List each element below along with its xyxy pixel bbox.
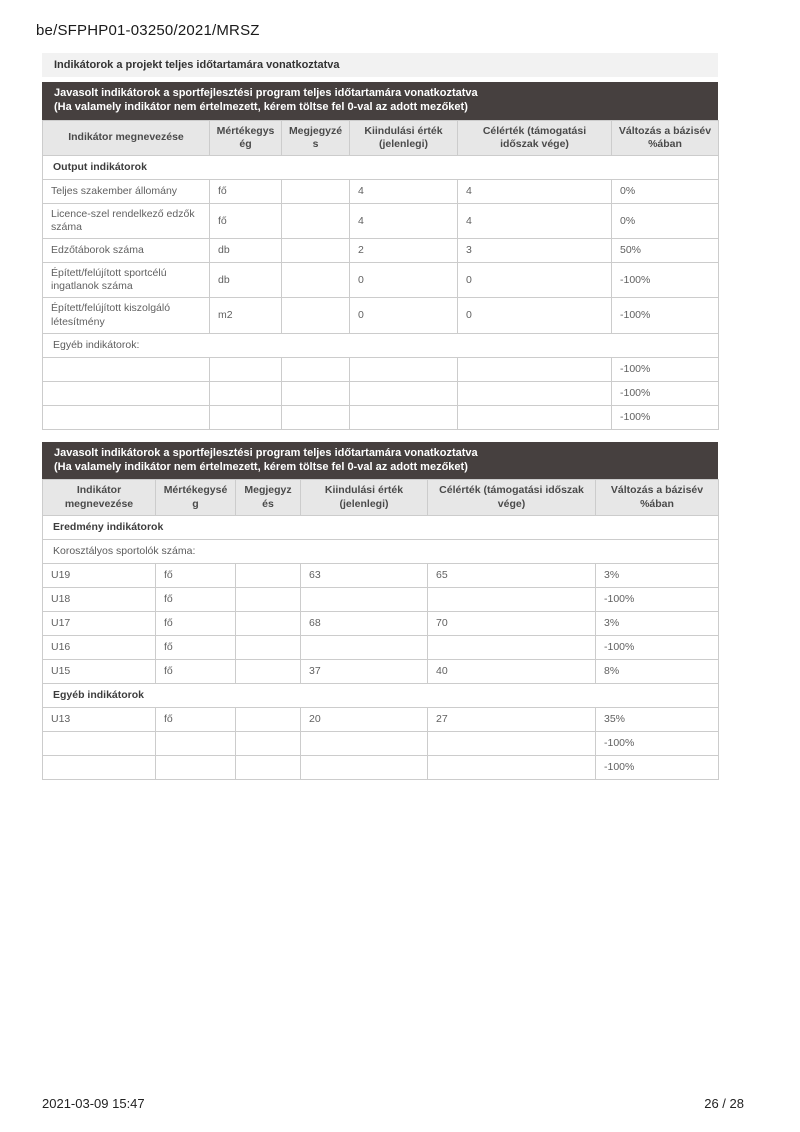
column-header: Megjegyzés (282, 120, 350, 155)
table-cell: 68 (301, 611, 428, 635)
table-cell: 70 (428, 611, 596, 635)
table-cell: 4 (350, 179, 458, 203)
section-label: Egyéb indikátorok: (43, 333, 719, 357)
table-cell (236, 708, 301, 732)
table-cell: -100% (596, 732, 719, 756)
table-cell: -100% (596, 756, 719, 780)
table-cell (210, 381, 282, 405)
table-cell (282, 381, 350, 405)
indicator-row (43, 635, 719, 659)
table-cell: db (210, 263, 282, 298)
table-cell (43, 405, 210, 429)
table-cell: Teljes szakember állomány (43, 179, 210, 203)
indicators-table (42, 479, 719, 780)
table-cell: U13 (43, 708, 156, 732)
indicator-table-block (42, 82, 718, 430)
section-label: Korosztályos sportolók száma: (43, 539, 719, 563)
section-title-bar (42, 53, 718, 77)
table-cell (428, 635, 596, 659)
table-cell: fő (156, 563, 236, 587)
column-header: Kiindulási érték (jelenlegi) (301, 480, 428, 515)
indicator-row (43, 732, 719, 756)
table-title-line: Javasolt indikátorok a sportfejlesztési program teljes időtartamára vonatkoztatva (54, 87, 478, 99)
column-header: Indikátor megnevezése (43, 120, 210, 155)
table-body (43, 515, 719, 779)
indicator-row (43, 179, 719, 203)
table-cell (350, 381, 458, 405)
table-cell: 65 (428, 563, 596, 587)
document-reference: be/SFPHP01-03250/2021/MRSZ (36, 22, 260, 39)
indicator-table-block (42, 442, 718, 780)
table-cell (236, 587, 301, 611)
table-cell (236, 635, 301, 659)
table-cell: U17 (43, 611, 156, 635)
indicator-row (43, 298, 719, 333)
table-cell (458, 405, 612, 429)
section-row (43, 683, 719, 707)
table-cell (156, 756, 236, 780)
footer-timestamp: 2021-03-09 15:47 (42, 1096, 145, 1111)
table-cell: fő (210, 203, 282, 238)
column-header: Változás a bázisév %ában (596, 480, 719, 515)
section-row (43, 515, 719, 539)
table-cell (282, 179, 350, 203)
column-header: Mértékegység (210, 120, 282, 155)
indicator-row (43, 611, 719, 635)
table-cell: -100% (596, 635, 719, 659)
table-cell: 37 (301, 659, 428, 683)
table-cell: 40 (428, 659, 596, 683)
indicator-row (43, 239, 719, 263)
column-header: Változás a bázisév %ában (612, 120, 719, 155)
column-header: Megjegyzés (236, 480, 301, 515)
section-row (43, 155, 719, 179)
table-cell (210, 405, 282, 429)
section-label: Output indikátorok (43, 155, 719, 179)
section-row (43, 333, 719, 357)
column-header: Kiindulási érték (jelenlegi) (350, 120, 458, 155)
table-cell: -100% (596, 587, 719, 611)
table-title-bar (42, 82, 718, 120)
table-cell: Épített/felújított kiszolgáló létesítmény (43, 298, 210, 333)
table-cell (282, 263, 350, 298)
table-cell (236, 611, 301, 635)
table-cell: 4 (350, 203, 458, 238)
indicator-row (43, 563, 719, 587)
table-cell: 4 (458, 203, 612, 238)
table-cell: Edzőtáborok száma (43, 239, 210, 263)
page-footer (42, 1096, 744, 1111)
table-cell: 3% (596, 611, 719, 635)
column-header: Célérték (támogatási időszak vége) (458, 120, 612, 155)
table-cell: fő (156, 708, 236, 732)
header-row (43, 480, 719, 515)
section-label: Egyéb indikátorok (43, 683, 719, 707)
table-cell (43, 756, 156, 780)
indicators-table (42, 120, 719, 430)
page-content (42, 53, 718, 780)
table-cell (301, 635, 428, 659)
table-cell (350, 405, 458, 429)
indicator-row (43, 381, 719, 405)
table-cell: 4 (458, 179, 612, 203)
table-cell (282, 298, 350, 333)
header-row (43, 120, 719, 155)
table-cell: 2 (350, 239, 458, 263)
table-cell (236, 756, 301, 780)
table-cell (236, 732, 301, 756)
table-cell (236, 563, 301, 587)
indicator-tables (42, 82, 718, 780)
table-cell (282, 203, 350, 238)
table-cell: 0 (458, 263, 612, 298)
table-title-bar (42, 442, 718, 480)
table-cell (428, 587, 596, 611)
column-header: Indikátor megnevezése (43, 480, 156, 515)
table-head (43, 120, 719, 155)
table-cell: 0% (612, 179, 719, 203)
table-cell: 20 (301, 708, 428, 732)
section-row (43, 539, 719, 563)
table-cell: 3 (458, 239, 612, 263)
table-cell (301, 732, 428, 756)
table-cell: U19 (43, 563, 156, 587)
table-cell: 50% (612, 239, 719, 263)
table-cell: -100% (612, 405, 719, 429)
table-cell (43, 381, 210, 405)
table-cell (43, 732, 156, 756)
table-cell: -100% (612, 298, 719, 333)
table-cell (43, 357, 210, 381)
table-cell: U15 (43, 659, 156, 683)
table-cell (428, 756, 596, 780)
table-cell: fő (210, 179, 282, 203)
table-cell: fő (156, 587, 236, 611)
table-cell (350, 357, 458, 381)
table-cell: 3% (596, 563, 719, 587)
table-title-line: (Ha valamely indikátor nem értelmezett, kérem töltse fel 0-val az adott mezőket) (54, 101, 468, 114)
indicator-row (43, 405, 719, 429)
indicator-row (43, 708, 719, 732)
table-head (43, 480, 719, 515)
table-cell: -100% (612, 357, 719, 381)
table-cell: fő (156, 611, 236, 635)
table-cell: Épített/felújított sportcélú ingatlanok száma (43, 263, 210, 298)
table-title-line: (Ha valamely indikátor nem értelmezett, kérem töltse fel 0-val az adott mezőket) (54, 461, 468, 474)
section-title: Indikátorok a projekt teljes időtartamára vonatkoztatva (54, 59, 340, 71)
table-cell: Licence-szel rendelkező edzők száma (43, 203, 210, 238)
table-cell: 0% (612, 203, 719, 238)
table-cell (156, 732, 236, 756)
table-cell: 8% (596, 659, 719, 683)
section-label: Eredmény indikátorok (43, 515, 719, 539)
table-cell (458, 357, 612, 381)
table-cell: 35% (596, 708, 719, 732)
column-header: Mértékegység (156, 480, 236, 515)
table-body (43, 155, 719, 429)
table-cell (458, 381, 612, 405)
table-cell (282, 239, 350, 263)
indicator-row (43, 203, 719, 238)
footer-page-number: 26 / 28 (704, 1096, 744, 1111)
table-cell: 0 (350, 263, 458, 298)
table-cell: 63 (301, 563, 428, 587)
table-cell: 0 (350, 298, 458, 333)
indicator-row (43, 357, 719, 381)
indicator-row (43, 263, 719, 298)
table-title-line: Javasolt indikátorok a sportfejlesztési program teljes időtartamára vonatkoztatva (54, 446, 478, 459)
table-cell: U18 (43, 587, 156, 611)
table-cell: db (210, 239, 282, 263)
table-cell (236, 659, 301, 683)
table-cell (210, 357, 282, 381)
table-cell: 27 (428, 708, 596, 732)
table-cell (282, 405, 350, 429)
table-cell (301, 587, 428, 611)
table-cell: fő (156, 659, 236, 683)
table-cell: -100% (612, 263, 719, 298)
table-cell: 0 (458, 298, 612, 333)
table-cell: m2 (210, 298, 282, 333)
table-cell: -100% (612, 381, 719, 405)
indicator-row (43, 659, 719, 683)
table-cell: fő (156, 635, 236, 659)
table-cell (301, 756, 428, 780)
table-cell (428, 732, 596, 756)
indicator-row (43, 587, 719, 611)
column-header: Célérték (támogatási időszak vége) (428, 480, 596, 515)
table-cell (282, 357, 350, 381)
table-cell: U16 (43, 635, 156, 659)
indicator-row (43, 756, 719, 780)
